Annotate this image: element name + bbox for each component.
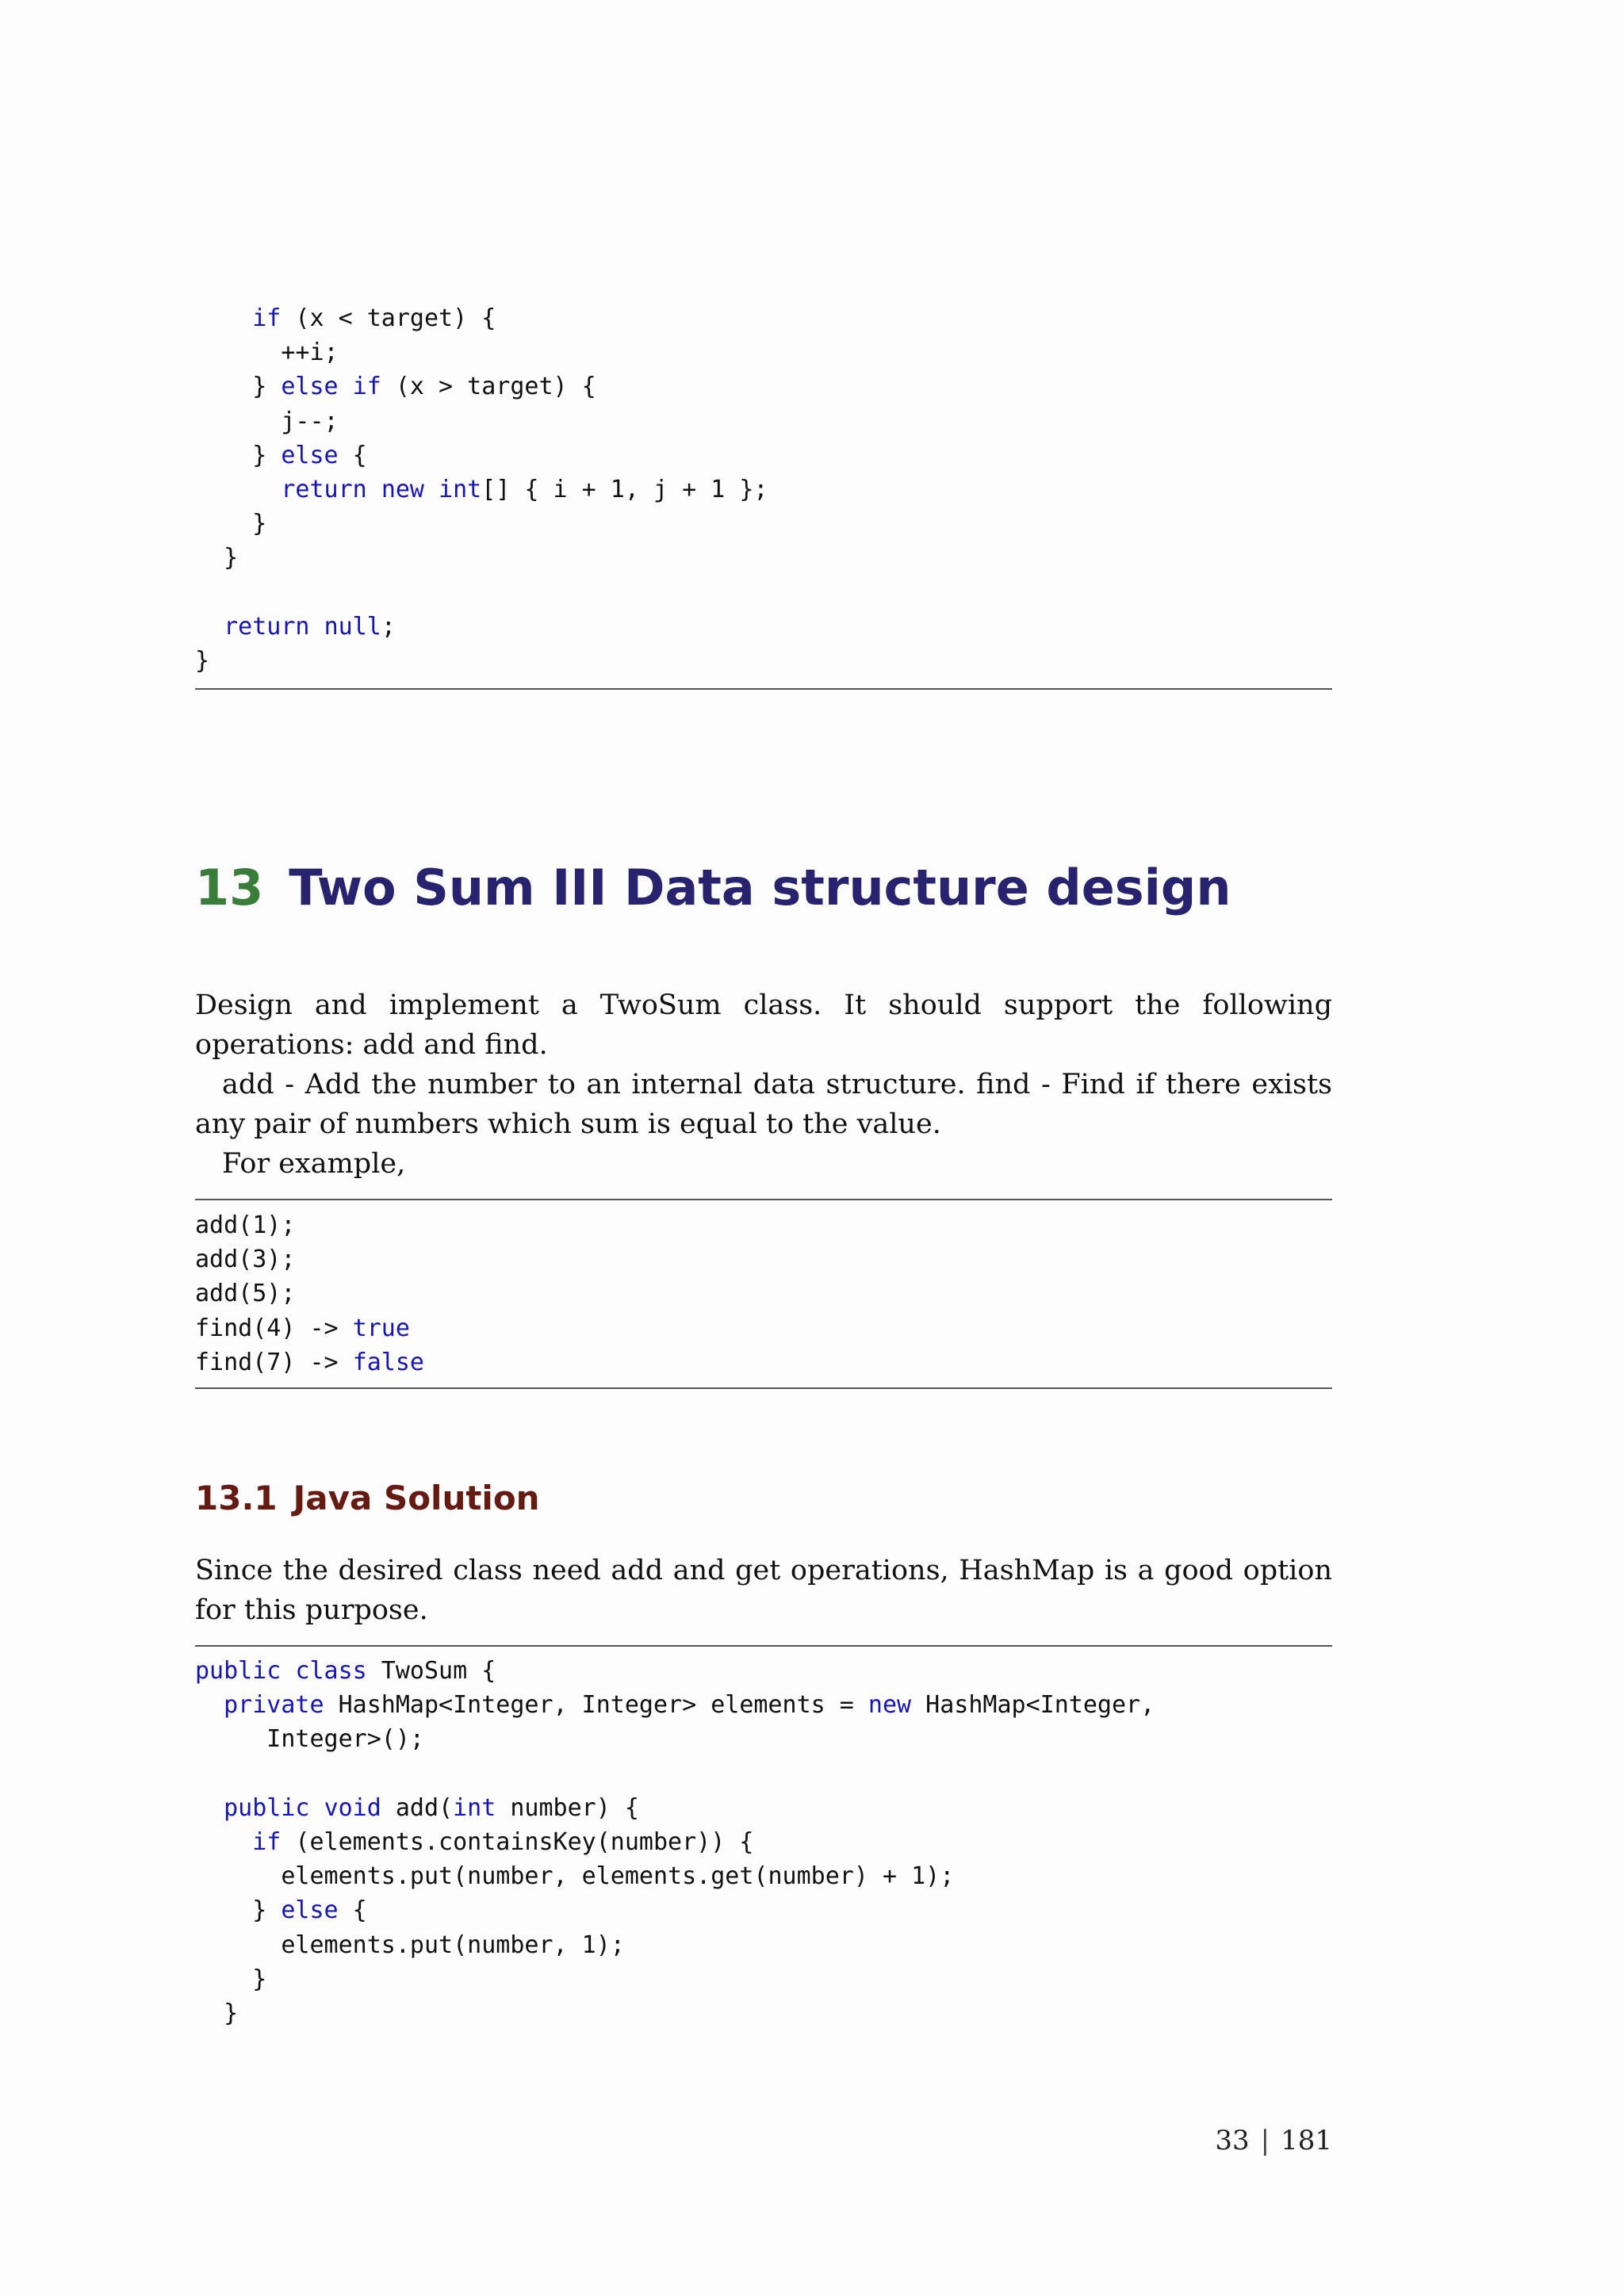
code-listing (195, 1208, 1332, 1380)
code-keyword: else (281, 441, 339, 469)
code-keyword: void (324, 1793, 381, 1822)
code-line (195, 647, 209, 675)
code-line (195, 1657, 496, 1685)
code-text (424, 476, 439, 503)
code-block-bottom-rule (195, 1387, 1332, 1389)
code-text (195, 613, 224, 641)
code-text: { (338, 1896, 367, 1925)
code-keyword: if (252, 304, 282, 332)
code-keyword: int (439, 476, 482, 504)
code-block-example (195, 1208, 1332, 1380)
code-text: TwoSum { (366, 1657, 496, 1685)
code-text: add( (381, 1793, 454, 1822)
code-keyword: class (295, 1657, 367, 1685)
code-text: add(3); (195, 1246, 296, 1274)
code-text: HashMap<Integer, (911, 1691, 1155, 1720)
code-keyword: if (352, 373, 381, 401)
code-text (195, 304, 252, 332)
code-keyword: null (324, 612, 381, 641)
code-text: { (338, 441, 367, 469)
code-keyword: true (352, 1314, 410, 1342)
page-separator: | (1260, 2125, 1270, 2156)
code-line (195, 1999, 238, 2027)
section-heading (195, 1476, 540, 1521)
code-text: } (195, 544, 239, 572)
code-keyword: new (381, 476, 424, 504)
page-footer (1215, 2125, 1332, 2156)
code-line (195, 476, 768, 503)
code-line (195, 544, 238, 572)
code-line (195, 339, 339, 366)
chapter-title: Two Sum III Data structure design (289, 859, 1231, 916)
code-text: Integer>(); (195, 1725, 424, 1754)
section-title: Java Solution (293, 1479, 540, 1517)
code-line (195, 408, 339, 435)
code-text: (elements.containsKey(number)) { (281, 1828, 754, 1857)
code-text: } (195, 647, 210, 675)
code-line (195, 442, 367, 469)
code-text: } (195, 1965, 267, 1993)
code-text: } (195, 373, 282, 401)
code-line (195, 1349, 424, 1376)
code-text: } (195, 1896, 282, 1925)
section-paragraph: Since the desired class need add and get operations, HashMap is a good option for this purpose. (195, 1555, 1332, 1626)
code-text: find(7) -> (195, 1348, 353, 1376)
code-text: } (195, 510, 267, 538)
code-listing (195, 301, 1332, 678)
code-keyword: else (281, 1896, 339, 1925)
code-line (195, 510, 266, 538)
section-text (195, 1551, 1332, 1630)
code-keyword: false (352, 1348, 424, 1376)
code-text: add(1); (195, 1211, 296, 1239)
code-text: [] { i + 1, j + 1 }; (481, 476, 768, 504)
chapter-heading (195, 856, 1231, 920)
code-text: } (195, 441, 282, 469)
intro-text (195, 985, 1332, 1184)
code-text: find(4) -> (195, 1314, 353, 1342)
code-keyword: return (224, 612, 310, 641)
code-text: ; (381, 612, 396, 641)
code-keyword: private (224, 1691, 324, 1720)
code-text (195, 1794, 224, 1822)
intro-paragraph: For example, (222, 1148, 406, 1180)
code-keyword: public (195, 1657, 282, 1685)
code-line (195, 1828, 753, 1856)
code-text: elements.put(number, elements.get(number) + 1); (195, 1862, 955, 1891)
code-line (195, 1896, 367, 1924)
code-keyword: public (224, 1793, 310, 1822)
code-line (195, 1931, 625, 1959)
code-text (367, 476, 381, 503)
code-text: add(5); (195, 1280, 296, 1308)
code-line (195, 1862, 954, 1890)
code-keyword: return (281, 476, 367, 504)
code-keyword: int (453, 1793, 496, 1822)
code-keyword: else (281, 373, 339, 401)
code-text: (x < target) { (281, 304, 496, 332)
page-number: 33 (1215, 2125, 1250, 2156)
code-text (339, 373, 353, 400)
code-block-bottom-rule (195, 688, 1332, 690)
code-block-top (195, 301, 1332, 678)
code-block-top-rule (195, 1645, 1332, 1647)
code-text: (x > target) { (381, 373, 596, 401)
code-line (195, 1965, 266, 1993)
intro-paragraph: Design and implement a TwoSum class. It should support the following operations: add and find. (195, 989, 1332, 1061)
code-text (195, 1828, 252, 1856)
code-listing (195, 1654, 1332, 2030)
code-line (195, 1725, 424, 1753)
section-number: 13.1 (195, 1479, 278, 1517)
code-line (195, 1794, 639, 1822)
code-text (195, 1691, 224, 1719)
code-keyword: new (868, 1691, 912, 1720)
intro-paragraph: add - Add the number to an internal data structure. find - Find if there exists any pair of numbers which sum is equal to the value. (195, 1069, 1332, 1140)
code-line (195, 304, 496, 332)
code-text: } (195, 1999, 239, 2028)
code-keyword: if (252, 1828, 282, 1857)
code-block-top-rule (195, 1199, 1332, 1200)
chapter-number: 13 (195, 859, 264, 916)
code-text: number) { (496, 1793, 639, 1822)
code-line (195, 1314, 410, 1342)
code-line (195, 1280, 295, 1307)
code-text: elements.put(number, 1); (195, 1931, 625, 1959)
code-line (195, 1691, 1155, 1719)
code-text (195, 476, 281, 503)
code-text: j--; (195, 407, 339, 435)
code-text: ++i; (195, 339, 339, 367)
code-text: HashMap<Integer, Integer> elements = (324, 1691, 868, 1720)
code-text (310, 613, 324, 641)
code-line (195, 1211, 295, 1239)
code-line (195, 613, 396, 641)
code-line (195, 373, 596, 400)
code-text (310, 1794, 324, 1822)
code-text (281, 1657, 295, 1685)
code-line (195, 1246, 295, 1273)
page-total: 181 (1281, 2125, 1332, 2156)
code-block-solution (195, 1654, 1332, 2030)
